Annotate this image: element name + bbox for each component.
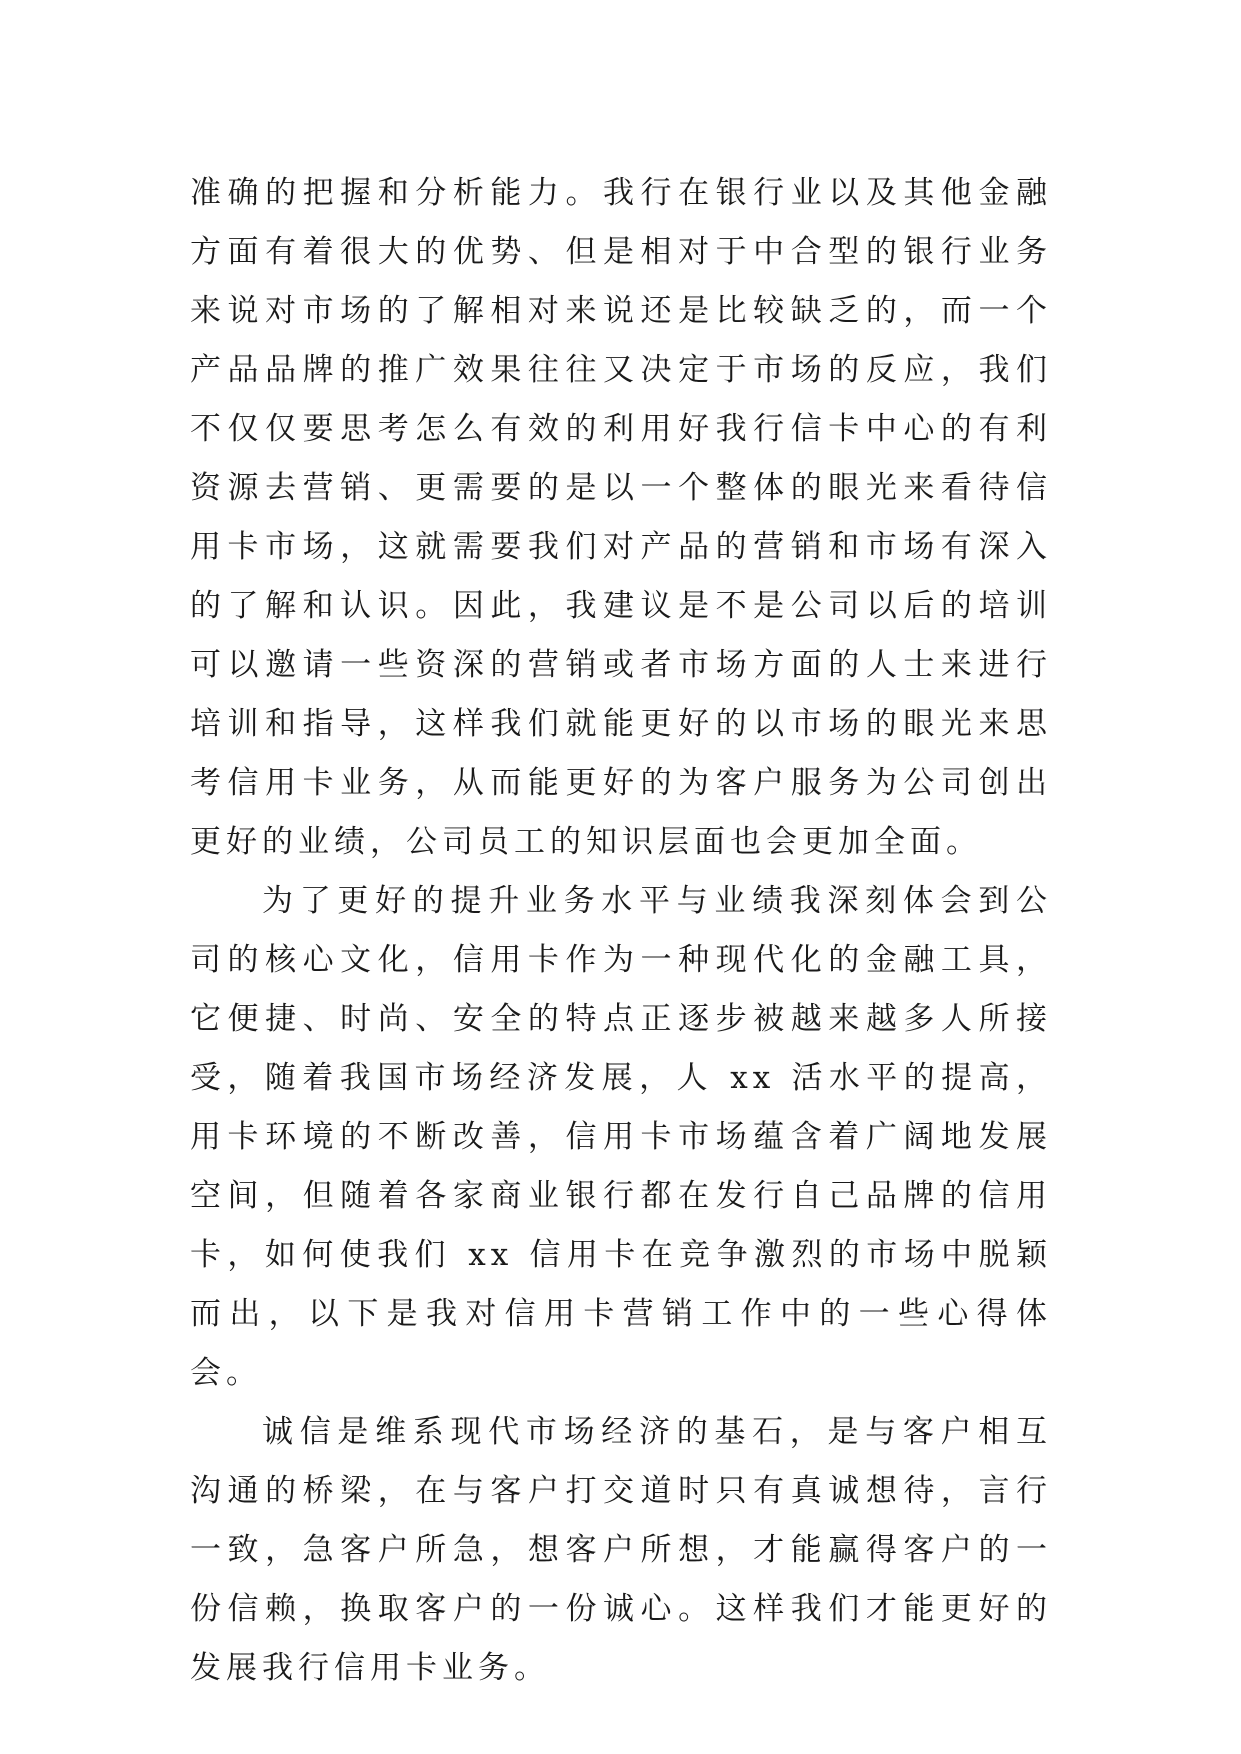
- paragraph-2: 为了更好的提升业务水平与业绩我深刻体会到公司的核心文化，信用卡作为一种现代化的金融工具，它便捷、时尚、安全的特点正逐步被越来越多人所接受，随着我国市场经济发展，人 xx 活水平的提高，用卡环境的不断改善，信用卡市场蕴含着广阔地发展空间，但随着各家商业银行都在发行自己品牌的信用卡，如何使我们 xx 信用卡在竞争激烈的市场中脱颖而出，以下是我对信用卡营销工作中的一些心得体会。: [190, 883, 1052, 1391]
- paragraph-3: 诚信是维系现代市场经济的基石，是与客户相互沟通的桥梁，在与客户打交道时只有真诚想待，言行一致，急客户所急，想客户所想，才能赢得客户的一份信赖，换取客户的一份诚心。这样我们才能更好的发展我行信用卡业务。: [190, 1414, 1052, 1686]
- paragraph-1: 准确的把握和分析能力。我行在银行业以及其他金融方面有着很大的优势、但是相对于中合型的银行业务来说对市场的了解相对来说还是比较缺乏的，而一个产品品牌的推广效果往往又决定于市场的反应，我们不仅仅要思考怎么有效的利用好我行信卡中心的有利资源去营销、更需要的是以一个整体的眼光来看待信用卡市场，这就需要我们对产品的营销和市场有深入的了解和认识。因此，我建议是不是公司以后的培训可以邀请一些资深的营销或者市场方面的人士来进行培训和指导，这样我们就能更好的以市场的眼光来思考信用卡业务，从而能更好的为客户服务为公司创出更好的业绩，公司员工的知识层面也会更加全面。: [190, 175, 1052, 860]
- document-body: [190, 164, 1052, 1698]
